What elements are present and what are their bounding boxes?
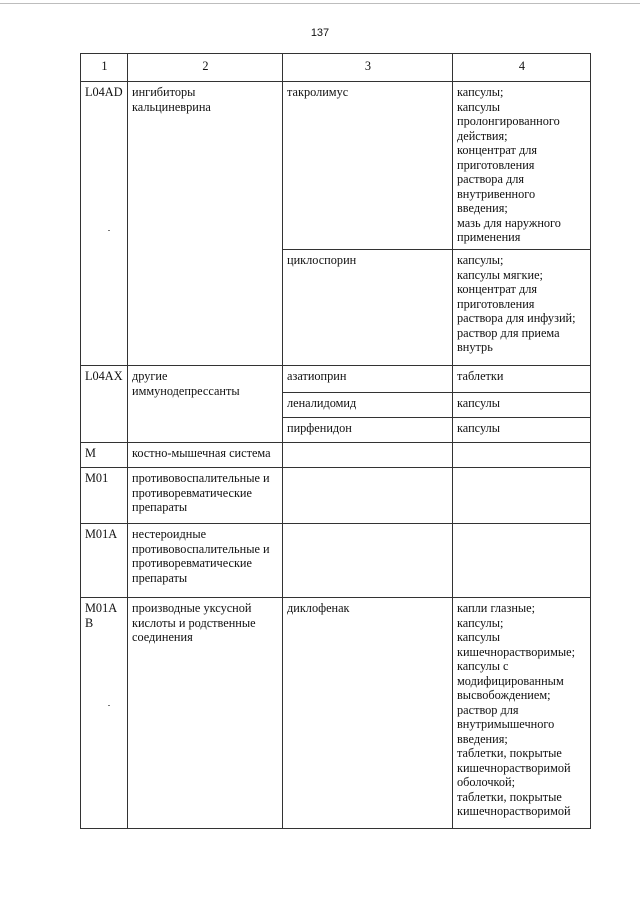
drug-cell (283, 468, 453, 524)
forms-cell (453, 524, 591, 598)
forms-cell: капсулы (453, 393, 591, 418)
group-cell: ингибиторы кальциневрина (128, 82, 283, 366)
drug-cell (283, 443, 453, 468)
group-cell: другие иммунодепрессанты (128, 366, 283, 443)
forms-cell: капли глазные; капсулы; капсулы кишечнорастворимые; капсулы с модифицированным высвобождением; раствор для внутримышечного введения; таблетки, покрытые кишечнорастворимой оболочкой; таблетки, покрытые кишечнорастворимой (453, 598, 591, 829)
drug-cell: диклофенак (283, 598, 453, 829)
page-number: 137 (310, 27, 330, 39)
group-cell: противовоспалительные и противоревматические препараты (128, 468, 283, 524)
table-row (81, 524, 591, 598)
forms-cell: капсулы; капсулы мягкие; концентрат для приготовления раствора для инфузий; раствор для приема внутрь (453, 250, 591, 366)
atc-code-cell: M (81, 443, 128, 468)
drug-cell (283, 524, 453, 598)
top-rule (0, 3, 640, 4)
atc-code-cell: M01AB (81, 598, 128, 829)
drug-cell: пирфенидон (283, 418, 453, 443)
forms-cell: капсулы (453, 418, 591, 443)
drug-cell: циклоспорин (283, 250, 453, 366)
atc-code-cell: M01A (81, 524, 128, 598)
atc-code-cell: L04AD (81, 82, 128, 366)
table-row (81, 598, 591, 829)
forms-cell (453, 443, 591, 468)
header-cell: 1 (81, 54, 128, 82)
group-cell: производные уксусной кислоты и родственные соединения (128, 598, 283, 829)
table-row (81, 443, 591, 468)
table-row (81, 366, 591, 393)
table-header-row (81, 54, 591, 82)
group-cell: костно-мышечная система (128, 443, 283, 468)
forms-cell: капсулы; капсулы пролонгированного действия; концентрат для приготовления раствора для внутривенного введения; мазь для наружного применения (453, 82, 591, 250)
header-cell: 3 (283, 54, 453, 82)
atc-code-cell: M01 (81, 468, 128, 524)
table-row (81, 82, 591, 250)
table-row (81, 468, 591, 524)
drug-cell: такролимус (283, 82, 453, 250)
header-cell: 2 (128, 54, 283, 82)
forms-cell (453, 468, 591, 524)
drug-table (80, 53, 591, 829)
drug-cell: леналидомид (283, 393, 453, 418)
group-cell: нестероидные противовоспалительные и противоревматические препараты (128, 524, 283, 598)
drug-cell: азатиоприн (283, 366, 453, 393)
forms-cell: таблетки (453, 366, 591, 393)
header-cell: 4 (453, 54, 591, 82)
atc-code-cell: L04AX (81, 366, 128, 443)
